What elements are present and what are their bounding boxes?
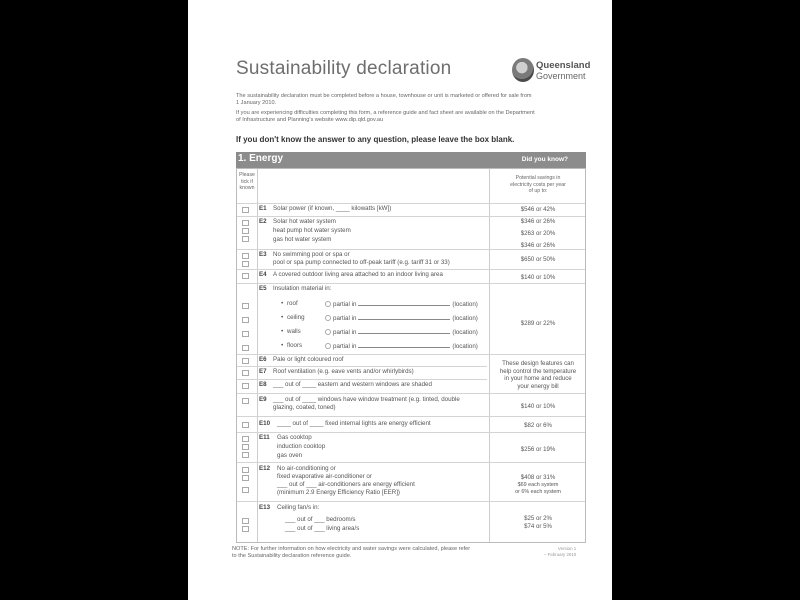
tick-checkbox[interactable]: [242, 331, 249, 337]
tick-checkbox[interactable]: [242, 303, 249, 309]
partial-radio[interactable]: [325, 329, 331, 335]
section-header: [236, 152, 586, 168]
tick-checkbox[interactable]: [242, 436, 249, 442]
tick-checkbox[interactable]: [242, 444, 249, 450]
page-title: Sustainability declaration: [236, 58, 452, 79]
instruction-text: If you don't know the answer to any question, please leave the box blank.: [236, 135, 515, 144]
tick-column-header: Please tick if known: [239, 172, 255, 192]
design-note: These design features can help control the temperature in your home and reduce your energy bill: [499, 360, 577, 390]
tick-checkbox[interactable]: [242, 253, 249, 259]
tick-checkbox[interactable]: [242, 345, 249, 351]
tick-checkbox[interactable]: [242, 261, 249, 267]
tick-checkbox[interactable]: [242, 452, 249, 458]
tick-checkbox[interactable]: [242, 358, 249, 364]
tick-checkbox[interactable]: [242, 273, 249, 279]
partial-radio[interactable]: [325, 315, 331, 321]
partial-radio[interactable]: [325, 343, 331, 349]
intro-line: If you are experiencing difficulties completing this form, a reference guide and fact sheet are available on the Department: [236, 110, 535, 116]
tick-checkbox[interactable]: [242, 467, 249, 473]
savings-column-header: Potential savings in electricity costs per year of up to:: [510, 175, 566, 195]
energy-table: Please tick if known Potential savings in electricity costs per year of up to: E1 Solar power (if known, ____ kilowatts [kW]) $546 or 42% E2 Solar hot water system heat pump hot water system gas hot water system $346 or 26% $263 or 20% $346 or 26% E3 No swimming pool or spa or pool or spa pump connected to off-peak tariff (e.g. tariff 31 or 33) $650 or 50% E4 A covered outdoor living area attached to an indoor living area $140 or 10% E5 Insulation material in: $289 or 22% • roof partial in (location) • ceiling partial in (location) • walls partial in (location) • floors partial in (location) E6 Pale or light coloured roof These design features can help control the temperature in your home and reduce your energy bill E7 Roof ventilation (e.g. eave vents and/or whirlybirds) E8 ___ out of ____ eastern and western windows are shaded E9 ___ out of ____ windows have window treatment (e.g. tinted, double glazing, coated, toned) $140 or 10% E10 ____ out of ____ fixed internal lights are energy efficient $82 or 6% E11 Gas cooktop induction cooktop gas oven $256 or 19% E12 No air-conditioning or fixed evaporative air-conditioner or ___ out of ___ air-conditioners are energy efficient (minimum 2.9 Energy Efficiency Ratio [EER]) $408 or 31% $69 each system or 6% each system E13 Ceiling fan/s in: ___ out of ___ bedroom/s ___ out of ___ living area/s $25 or 2% $74 or 5%: [236, 168, 586, 543]
queensland-government-logo: Queensland Government: [512, 58, 608, 86]
tick-checkbox[interactable]: [242, 526, 249, 532]
did-you-know-label: Did you know?: [521, 156, 568, 163]
tick-checkbox[interactable]: [242, 236, 249, 242]
footer-note: NOTE: For further information on how electricity and water savings were calculated, please refer to the Sustainability declaration reference guide.: [232, 546, 471, 559]
tick-checkbox[interactable]: [242, 475, 249, 481]
tick-checkbox[interactable]: [242, 220, 249, 226]
tick-checkbox[interactable]: [242, 383, 249, 389]
tick-checkbox[interactable]: [242, 228, 249, 234]
tick-checkbox[interactable]: [242, 518, 249, 524]
tick-checkbox[interactable]: [242, 398, 249, 404]
version-label: Version 1 – February 2010: [544, 546, 577, 557]
crest-icon: [512, 58, 534, 82]
form-page: [188, 0, 612, 600]
tick-checkbox[interactable]: [242, 207, 249, 213]
tick-checkbox[interactable]: [242, 422, 249, 428]
tick-checkbox[interactable]: [242, 370, 249, 376]
section-title: 1. Energy: [238, 153, 284, 164]
intro-line: The sustainability declaration must be completed before a house, townhouse or unit is marketed or offered for sale from: [236, 93, 532, 99]
intro-line: 1 January 2010.: [236, 100, 277, 106]
tick-checkbox[interactable]: [242, 317, 249, 323]
tick-checkbox[interactable]: [242, 487, 249, 493]
intro-line: of Infrastructure and Planning's website www.dip.qld.gov.au: [236, 117, 384, 123]
partial-radio[interactable]: [325, 301, 331, 307]
